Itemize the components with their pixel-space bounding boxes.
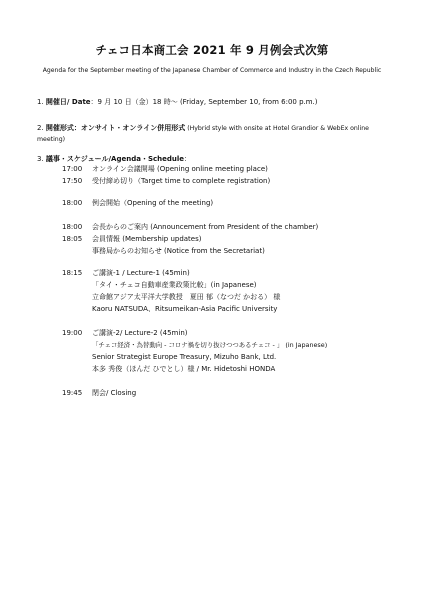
section-format xyxy=(37,123,396,145)
section-date-number: 1. xyxy=(37,98,44,106)
page-subtitle: Agenda for the September meeting of the Japanese Chamber of Commerce and Industry in the Czech Republic xyxy=(42,67,382,74)
schedule-row xyxy=(62,388,404,399)
schedule-time: 18:00 xyxy=(62,199,83,207)
schedule-time: 18:15 xyxy=(62,269,83,277)
schedule-text: 「チェコ経済・為替動向 - コロナ禍を切り抜けつつあるチェコ - 」 (in Japanese) xyxy=(92,341,328,349)
schedule-row xyxy=(92,340,404,351)
section-schedule-label: 議事・スケジュール/Agenda・Schedule xyxy=(45,155,185,163)
schedule-text: 例会開始（Opening of the meeting) xyxy=(92,199,214,207)
schedule-row xyxy=(92,246,404,257)
schedule-text: 本多 秀俊（ほんだ ひでとし）様 / Mr. Hidetoshi HONDA xyxy=(92,365,276,373)
schedule-row xyxy=(62,328,404,339)
section-schedule-number: 3. xyxy=(37,155,44,163)
section-format-label: 開催形式：オンサイト・オンライン併用形式 xyxy=(45,124,186,132)
schedule-text: 閉会/ Closing xyxy=(92,389,137,397)
schedule-text: 受付締め切り（Target time to complete registration) xyxy=(92,177,271,185)
schedule-text: ご講演-1 / Lecture-1 (45min) xyxy=(92,269,190,277)
schedule-time: 18:05 xyxy=(62,235,83,243)
schedule-time: 19:00 xyxy=(62,329,83,337)
schedule-text: 事務局からのお知らせ (Notice from the Secretariat) xyxy=(92,247,265,255)
schedule-time: 17:50 xyxy=(62,177,83,185)
schedule-time: 18:00 xyxy=(62,223,83,231)
schedule-text: Senior Strategist Europe Treasury, Mizuho Bank, Ltd. xyxy=(92,353,277,361)
schedule-time: 19:45 xyxy=(62,389,83,397)
schedule-row xyxy=(62,234,404,245)
section-schedule-suffix: ： xyxy=(184,155,192,163)
schedule-text: オンライン会議開場 (Opening online meeting place) xyxy=(92,165,268,173)
schedule-text: 会員情報 (Membership updates) xyxy=(92,235,202,243)
schedule-row xyxy=(92,364,404,375)
schedule-row xyxy=(92,280,404,291)
section-date xyxy=(37,97,396,107)
schedule-row xyxy=(92,304,404,315)
section-date-label: 開催日/ Date xyxy=(45,98,91,106)
section-schedule xyxy=(37,154,396,164)
schedule-row xyxy=(92,292,404,303)
schedule-text: Kaoru NATSUDA、Ritsumeikan-Asia Pacific University xyxy=(92,305,278,313)
schedule-row xyxy=(92,352,404,363)
page-title: チェコ日本商工会 2021 年 9 月例会式次第 xyxy=(95,43,329,57)
schedule-row xyxy=(62,268,404,279)
schedule-row xyxy=(62,176,404,187)
schedule-text: 立命館アジア太平洋大学教授 夏田 郁（なつだ かおる） 様 xyxy=(92,293,281,301)
schedule-text: 会長からのご案内 (Announcement from President of the chamber) xyxy=(92,223,319,231)
section-format-number: 2. xyxy=(37,124,44,132)
schedule-time: 17:00 xyxy=(62,165,83,173)
schedule-text: ご講演-2/ Lecture-2 (45min) xyxy=(92,329,188,337)
section-format-text-line2: meeting) xyxy=(37,136,66,143)
schedule-row xyxy=(62,198,404,209)
section-format-text-line1: (Hybrid style with onsite at Hotel Grandior & WebEx online xyxy=(185,125,369,132)
schedule-row xyxy=(62,222,404,233)
schedule-row xyxy=(62,164,404,175)
schedule-text: 「タイ・チェコ自動車産業政策比較」(in Japanese) xyxy=(92,281,257,289)
section-date-text: ：9 月 10 日（金）18 時～ (Friday, September 10, from 6:00 p.m.) xyxy=(90,98,318,106)
